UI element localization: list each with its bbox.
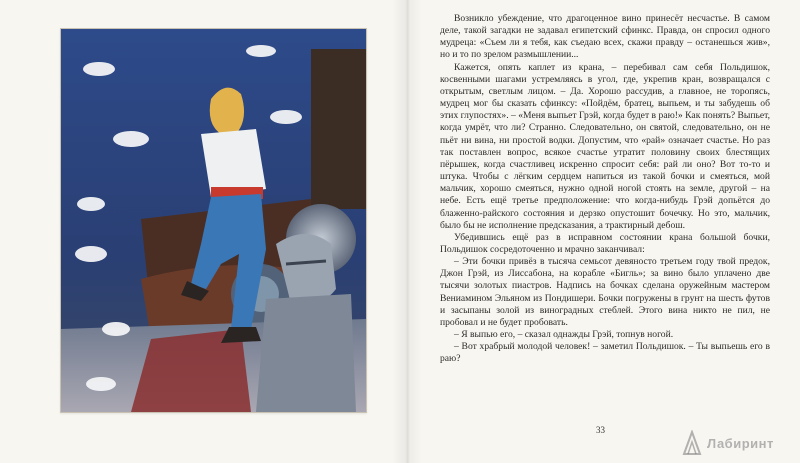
watermark bbox=[680, 428, 795, 458]
paragraph: – Я выпью его, – сказал однажды Грэй, топнув ногой. bbox=[454, 329, 674, 341]
page-gutter-shadow bbox=[392, 0, 422, 463]
book-illustration bbox=[60, 28, 367, 413]
page-number: 33 bbox=[596, 425, 605, 435]
page-text-column bbox=[440, 13, 770, 366]
paragraph: – Эти бочки привёз в тысяча семьсот девяносто третьем году твой предок, Джон Грэй, из Лиссабона, на корабле «Бигль»; за вино было уплачено две тысячи золотых пиастров. Надпись на бочках сделана оружейным мастером Вениамином Эльяном из Пондишери. Бочки погружены в грунт на шесть футов и засыпаны золой из виноградных стеблей. Этого вина никто не пил, не пробовал и не будет пробовать. bbox=[440, 256, 770, 328]
illustration-artwork bbox=[61, 29, 366, 412]
paragraph: Возникло убеждение, что драгоценное вино принесёт несчастье. В самом деле, такой загадки не задавал египетский сфинкс. Правда, он спросил одного мудреца: «Съем ли я тебя, как съедаю всех, скажи правду – останешься жив», но и то по зрелом размышлении... bbox=[440, 13, 770, 61]
paragraph: Кажется, опять каплет из крана, – перебивал сам себя Польдишок, косвенными шагами устремляясь в угол, где, укрепив кран, возвращался с открытым, светлым лицом. – Да. Хорошо рассудив, а главное, не торопясь, мудрец мог бы сказать сфинксу: «Пойдём, братец, выпьем, и ты забудешь об этих глупостях». – «Меня выпьет Грэй, когда будет в раю!» Как понять? Выпьет, когда умрёт, что ли? Странно. Следовательно, он святой, следовательно, он не пьёт ни вина, ни простой водки. Допустим, что «рай» означает счастье. Но раз так поставлен вопрос, всякое счастье утратит половину своих блестящих пёрышек, когда счастливец искренно спросит себя: рай ли оно? Вот то-то и штука. Чтобы с лёгким сердцем напиться из такой бочки и смеяться, мой мальчик, хорошо смеяться, нужно одной ногой стоять на земле, другой – на небе. Есть ещё третье предположение: что когда-нибудь Грэй допьётся до блаженно-райского состояния и дерзко опустошит бочечку. Но это, мальчик, было бы не исполнение предсказания, а трактирный дебош. bbox=[440, 61, 770, 231]
paragraph: Убедившись ещё раз в исправном состоянии крана большой бочки, Польдишок сосредоточенно и мрачно заканчивал: bbox=[440, 231, 770, 255]
labirint-logo-icon bbox=[680, 430, 704, 456]
paragraph: – Вот храбрый молодой человек! – заметил Польдишок. – Ты выпьешь его в раю? bbox=[440, 341, 770, 365]
watermark-text: Лабиринт bbox=[707, 435, 774, 451]
